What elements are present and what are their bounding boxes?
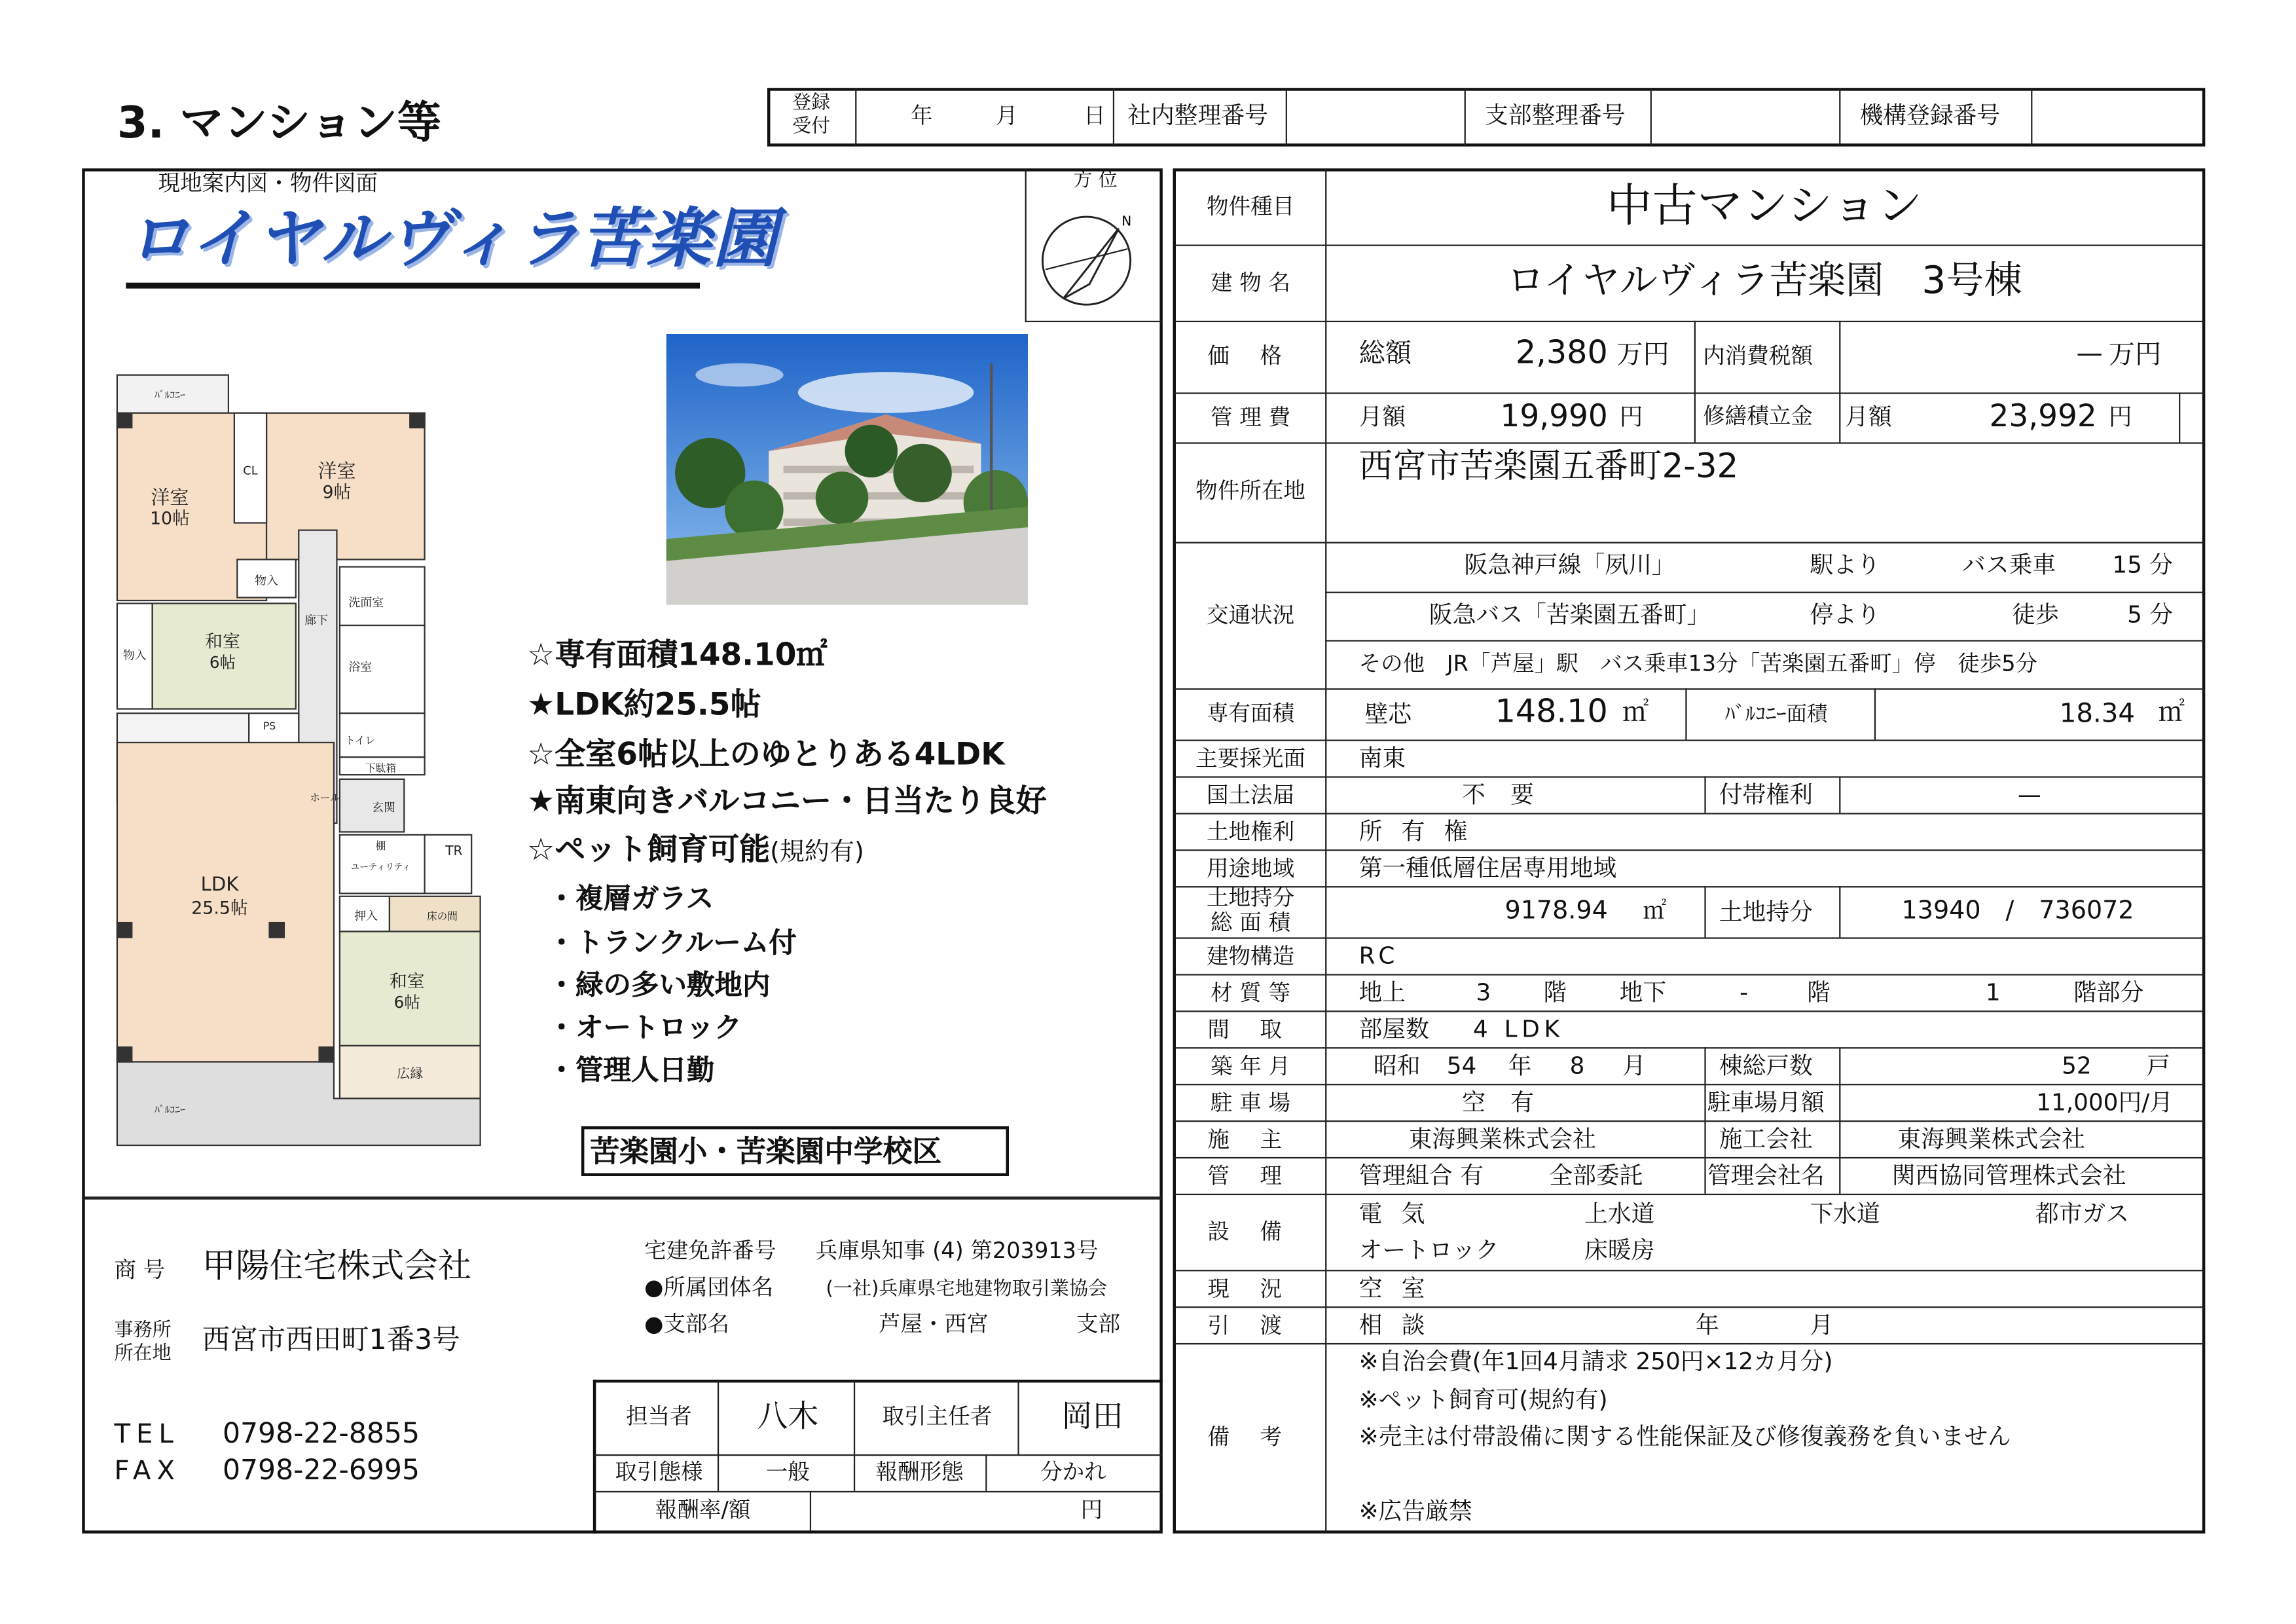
price-label: 価 格 bbox=[1207, 342, 1294, 369]
floors-unit-1: 階 bbox=[1543, 978, 1567, 1006]
developer: 東海興業株式会社 bbox=[1408, 1124, 1596, 1153]
plan-balcony-top: ﾊﾞﾙｺﾆｰ bbox=[154, 388, 185, 401]
sub-feature-5: ・管理人日勤 bbox=[547, 1054, 715, 1087]
contractor-label: 施工会社 bbox=[1719, 1124, 1813, 1153]
type-label: 物件種目 bbox=[1206, 193, 1295, 220]
svg-text:N: N bbox=[1121, 213, 1132, 229]
parking-label: 駐 車 場 bbox=[1211, 1090, 1291, 1116]
plan-yoshitsu9: 洋室 bbox=[318, 460, 356, 483]
area-unit: ㎡ bbox=[1622, 697, 1649, 728]
building-name: ロイヤルヴィラ苦楽園 3号棟 bbox=[1506, 259, 2022, 303]
area-method: 壁芯 bbox=[1364, 700, 1412, 728]
mgmt-company-label: 管理会社名 bbox=[1707, 1161, 1825, 1190]
land-total-unit: ㎡ bbox=[1643, 896, 1667, 925]
plan-yoshitsu9-size: 9帖 bbox=[322, 482, 352, 503]
repair-unit: 円 bbox=[2108, 403, 2132, 431]
plan-washitsu6-size: 6帖 bbox=[209, 652, 236, 672]
balcony-area: 18.34 bbox=[2059, 698, 2135, 729]
facility-2: 上水道 bbox=[1584, 1199, 1655, 1228]
delivery-month: 月 bbox=[1810, 1310, 1834, 1339]
pet-note: (規約有) bbox=[770, 838, 864, 868]
built-month-unit: 月 bbox=[1622, 1051, 1646, 1080]
contractor: 東海興業株式会社 bbox=[1897, 1124, 2085, 1153]
assoc-value: (一社)兵庫県宅地建物取引業協会 bbox=[826, 1278, 1108, 1301]
property-photo bbox=[666, 334, 1028, 605]
plan-monoire: 物入 bbox=[255, 574, 278, 588]
plan-cl: CL bbox=[243, 464, 258, 478]
staff-label: 担当者 bbox=[626, 1403, 692, 1430]
trade-name-label: 商 号 bbox=[114, 1257, 166, 1283]
units: 52 bbox=[2062, 1051, 2092, 1080]
brand-logo: ロイヤルヴィラ苦楽園 bbox=[126, 202, 778, 277]
transport-2-min: 5 分 bbox=[2127, 600, 2174, 629]
plan-rouka: 廊下 bbox=[304, 613, 328, 627]
transport-1-line: 阪急神戸線「夙川」 bbox=[1464, 550, 1675, 579]
remarks-label: 備 考 bbox=[1207, 1423, 1294, 1450]
sub-feature-1: ・複層ガラス bbox=[547, 883, 714, 915]
facilities-label: 設 備 bbox=[1207, 1218, 1294, 1246]
fee-unit: 円 bbox=[1080, 1496, 1103, 1524]
plan-ldk: LDK bbox=[200, 872, 239, 895]
plan-genkan: 玄関 bbox=[372, 801, 395, 815]
tax-label: 内消費税額 bbox=[1703, 342, 1813, 369]
balcony-area-label: ﾊﾞﾙｺﾆｰ面積 bbox=[1724, 703, 1828, 727]
date-day: 日 bbox=[1084, 102, 1106, 129]
sub-feature-4: ・オートロック bbox=[547, 1012, 742, 1044]
light: 南東 bbox=[1358, 744, 1406, 772]
land-law-label: 国土法届 bbox=[1206, 782, 1295, 809]
branch-value: 芦屋・西宮 bbox=[878, 1310, 989, 1338]
fee-type-label: 報酬形態 bbox=[875, 1458, 964, 1485]
property-type: 中古マンション bbox=[1606, 180, 1923, 233]
office-label-2: 所在地 bbox=[114, 1342, 172, 1365]
rooms-label: 部屋数 bbox=[1358, 1014, 1429, 1043]
plan-tana: 棚 bbox=[375, 840, 386, 853]
reg-label-2: 受付 bbox=[792, 115, 831, 138]
land-total-label-1: 土地持分 bbox=[1206, 884, 1295, 912]
plan-toilet: トイレ bbox=[345, 734, 376, 747]
developer-label: 施 主 bbox=[1207, 1126, 1294, 1153]
structure: RC bbox=[1358, 942, 1400, 970]
units-label: 棟総戸数 bbox=[1719, 1051, 1813, 1080]
delivery: 相 談 bbox=[1358, 1310, 1431, 1339]
office-address: 西宮市西田町1番3号 bbox=[202, 1323, 460, 1357]
org-no-label: 機構登録番号 bbox=[1859, 101, 2001, 129]
mgmt-fee: 19,990 bbox=[1500, 398, 1608, 434]
land-total: 9178.94 bbox=[1504, 896, 1608, 926]
floors-below-label: 地下 bbox=[1619, 978, 1667, 1006]
compass-label: 方 位 bbox=[1073, 170, 1118, 192]
plan-balcony-bottom: ﾊﾞﾙｺﾆｰ bbox=[154, 1103, 185, 1116]
area: 148.10 bbox=[1495, 694, 1608, 731]
trade-name: 甲陽住宅株式会社 bbox=[202, 1247, 472, 1286]
feature-5 bbox=[527, 832, 864, 868]
price: 2,380 bbox=[1515, 335, 1608, 373]
repair-fee: 23,992 bbox=[1989, 398, 2097, 434]
chief: 岡田 bbox=[1061, 1398, 1123, 1434]
repair-month-label: 月額 bbox=[1845, 403, 1892, 431]
transport-1-mode: バス乗車 bbox=[1962, 550, 2056, 579]
sub-feature-3: ・緑の多い敷地内 bbox=[547, 969, 771, 1002]
area-label: 専有面積 bbox=[1206, 700, 1295, 727]
branch-no-label: 支部整理番号 bbox=[1484, 101, 1626, 129]
remark-4: ※広告厳禁 bbox=[1358, 1496, 1472, 1525]
feature-1: ☆専有面積148.10㎡ bbox=[527, 637, 828, 673]
plan-tokonoma: 床の間 bbox=[426, 910, 458, 923]
floors-label: 材 質 等 bbox=[1211, 980, 1291, 1006]
transport-3: その他 JR「芦屋」駅 バス乗車13分「苦楽園五番町」停 徒歩5分 bbox=[1358, 650, 2038, 677]
fax-label: FAX bbox=[114, 1456, 181, 1487]
plan-hiroen: 広縁 bbox=[397, 1065, 424, 1082]
repair-label: 修繕積立金 bbox=[1703, 403, 1813, 430]
status: 空 室 bbox=[1358, 1274, 1431, 1302]
layout-label: 間 取 bbox=[1207, 1016, 1294, 1043]
structure-label: 建物構造 bbox=[1206, 943, 1295, 970]
remark-2: ※ペット飼育可(規約有) bbox=[1358, 1385, 1608, 1414]
date-month: 月 bbox=[995, 102, 1018, 129]
plan-utility: ユーティリティ bbox=[350, 862, 411, 873]
price-total-label: 総額 bbox=[1358, 338, 1412, 369]
fee-rate-label: 報酬率/額 bbox=[655, 1496, 751, 1524]
deal-type-label: 取引態様 bbox=[615, 1458, 703, 1485]
land-share-label: 土地持分 bbox=[1719, 898, 1813, 926]
land-rights-label: 土地権利 bbox=[1206, 819, 1295, 845]
section-label: 現地案内図・物件図面 bbox=[158, 170, 378, 196]
plan-getabako: 下駄箱 bbox=[365, 762, 396, 775]
branch-label: ●支部名 bbox=[644, 1310, 730, 1338]
facility-4: 都市ガス bbox=[2035, 1199, 2130, 1228]
plan-ldk-size: 25.5帖 bbox=[191, 898, 248, 919]
feature-4: ★南東向きバルコニー・日当たり良好 bbox=[527, 783, 1047, 819]
chief-label: 取引主任者 bbox=[882, 1403, 993, 1430]
plan-oshiire: 押入 bbox=[354, 909, 378, 923]
feature-2: ★LDK約25.5帖 bbox=[527, 686, 761, 722]
floors-above-label: 地上 bbox=[1358, 978, 1406, 1006]
building-label: 建 物 名 bbox=[1211, 269, 1291, 296]
fee-type: 分かれ bbox=[1040, 1458, 1106, 1485]
built-era: 昭和 bbox=[1373, 1051, 1421, 1080]
tax-unit: 万円 bbox=[2108, 339, 2162, 371]
office-label-1: 事務所 bbox=[114, 1320, 172, 1342]
staff: 八木 bbox=[757, 1398, 819, 1434]
facility-1: 電 気 bbox=[1358, 1199, 1431, 1228]
deal-type: 一般 bbox=[765, 1458, 810, 1485]
school-box bbox=[581, 1126, 1009, 1176]
plan-ps: PS bbox=[263, 719, 276, 732]
mgmt-month-label: 月額 bbox=[1358, 403, 1406, 431]
fax: 0798-22-6995 bbox=[222, 1454, 420, 1487]
transport-2-line: 阪急バス「苦楽園五番町」 bbox=[1429, 600, 1711, 629]
transport-1-min: 15 分 bbox=[2112, 550, 2174, 579]
floor-no: 1 bbox=[1985, 978, 2001, 1006]
land-share: 13940 / 736072 bbox=[1901, 896, 2134, 926]
mgmt-label: 管 理 費 bbox=[1211, 404, 1291, 431]
attached-rights: — bbox=[2018, 781, 2041, 809]
facility-6: 床暖房 bbox=[1584, 1236, 1655, 1264]
tel: 0798-22-8855 bbox=[222, 1418, 420, 1450]
date-year: 年 bbox=[911, 102, 933, 129]
floors-below: - bbox=[1740, 978, 1749, 1006]
internal-no-label: 社内整理番号 bbox=[1127, 101, 1268, 129]
tax: — bbox=[2076, 338, 2103, 369]
plan-yoshitsu10: 洋室 bbox=[151, 486, 189, 509]
plan-washitsu6b-size: 6帖 bbox=[393, 992, 420, 1012]
price-unit: 万円 bbox=[1616, 339, 1669, 371]
plan-storage: 物入 bbox=[122, 648, 147, 663]
layout: 4 LDK bbox=[1473, 1014, 1564, 1043]
parking: 空 有 bbox=[1462, 1088, 1543, 1116]
plan-hall: ホール bbox=[310, 791, 340, 804]
parking-fee: 11,000円/月 bbox=[2036, 1088, 2174, 1116]
license-label: 宅建免許番号 bbox=[644, 1237, 776, 1264]
management-label: 管 理 bbox=[1207, 1162, 1294, 1190]
license-value: 兵庫県知事 (4) 第203913号 bbox=[815, 1237, 1099, 1264]
reg-label-1: 登録 bbox=[792, 92, 831, 115]
status-label: 現 況 bbox=[1207, 1276, 1294, 1302]
sub-feature-2: ・トランクルーム付 bbox=[547, 927, 797, 959]
compass-north-icon bbox=[1037, 208, 1142, 314]
facility-3: 下水道 bbox=[1810, 1199, 1880, 1228]
balcony-area-unit: ㎡ bbox=[2158, 697, 2185, 728]
built-month: 8 bbox=[1569, 1051, 1585, 1080]
delivery-year: 年 bbox=[1695, 1310, 1719, 1339]
mgmt-unit: 円 bbox=[1619, 403, 1643, 431]
location-label: 物件所在地 bbox=[1195, 477, 1305, 504]
transport-label: 交通状況 bbox=[1206, 602, 1295, 629]
built-label: 築 年 月 bbox=[1211, 1053, 1291, 1080]
mgmt-company: 関西協同管理株式会社 bbox=[1891, 1161, 2126, 1190]
floor-no-unit: 階部分 bbox=[2073, 978, 2144, 1006]
transport-2-from: 停より bbox=[1810, 600, 1880, 629]
attached-rights-label: 付帯権利 bbox=[1719, 781, 1813, 809]
floors-above: 3 bbox=[1476, 978, 1491, 1006]
pet-main: ☆ペット飼育可能 bbox=[527, 832, 771, 868]
land-rights: 所 有 権 bbox=[1358, 817, 1474, 845]
built-year: 54 bbox=[1446, 1051, 1477, 1080]
feature-3: ☆全室6帖以上のゆとりある4LDK bbox=[527, 737, 1005, 772]
land-total-label-2: 総 面 積 bbox=[1211, 909, 1291, 936]
remark-3: ※売主は付帯設備に関する性能保証及び修復義務を負いません bbox=[1358, 1422, 2011, 1450]
brand-underline bbox=[126, 283, 700, 289]
remark-1: ※自治会費(年1回4月請求 250円×12カ月分) bbox=[1358, 1347, 1833, 1376]
plan-yoshitsu10-size: 10帖 bbox=[149, 508, 190, 529]
tel-label: TEL bbox=[114, 1419, 179, 1450]
plan-tr: TR bbox=[445, 843, 463, 859]
plan-senmen: 洗面室 bbox=[348, 595, 384, 610]
zoning: 第一種低層住居専用地域 bbox=[1358, 853, 1617, 882]
land-law: 不 要 bbox=[1462, 781, 1543, 809]
floors-unit-2: 階 bbox=[1806, 978, 1831, 1006]
page-title: 3. マンション等 bbox=[117, 98, 442, 150]
zoning-label: 用途地域 bbox=[1206, 855, 1295, 882]
floor-plan bbox=[111, 369, 486, 1168]
transport-2-mode: 徒歩 bbox=[2012, 600, 2059, 629]
built-year-unit: 年 bbox=[1508, 1051, 1532, 1080]
management-type: 全部委託 bbox=[1549, 1161, 1643, 1190]
delivery-label: 引 渡 bbox=[1207, 1312, 1294, 1339]
plan-yokushitsu: 浴室 bbox=[348, 660, 373, 674]
school-district: 苦楽園小・苦楽園中学校区 bbox=[590, 1134, 942, 1169]
plan-washitsu6b: 和室 bbox=[389, 971, 425, 992]
units-unit: 戸 bbox=[2146, 1051, 2170, 1080]
light-label: 主要採光面 bbox=[1195, 745, 1305, 772]
assoc-label: ●所属団体名 bbox=[644, 1274, 774, 1301]
plan-washitsu6: 和室 bbox=[205, 631, 240, 652]
transport-1-from: 駅より bbox=[1810, 550, 1880, 579]
branch-suffix: 支部 bbox=[1076, 1310, 1121, 1338]
management: 管理組合 有 bbox=[1358, 1161, 1484, 1190]
facility-5: オートロック bbox=[1358, 1236, 1499, 1264]
parking-fee-label: 駐車場月額 bbox=[1707, 1088, 1825, 1116]
location: 西宮市苦楽園五番町2-32 bbox=[1358, 448, 1739, 487]
